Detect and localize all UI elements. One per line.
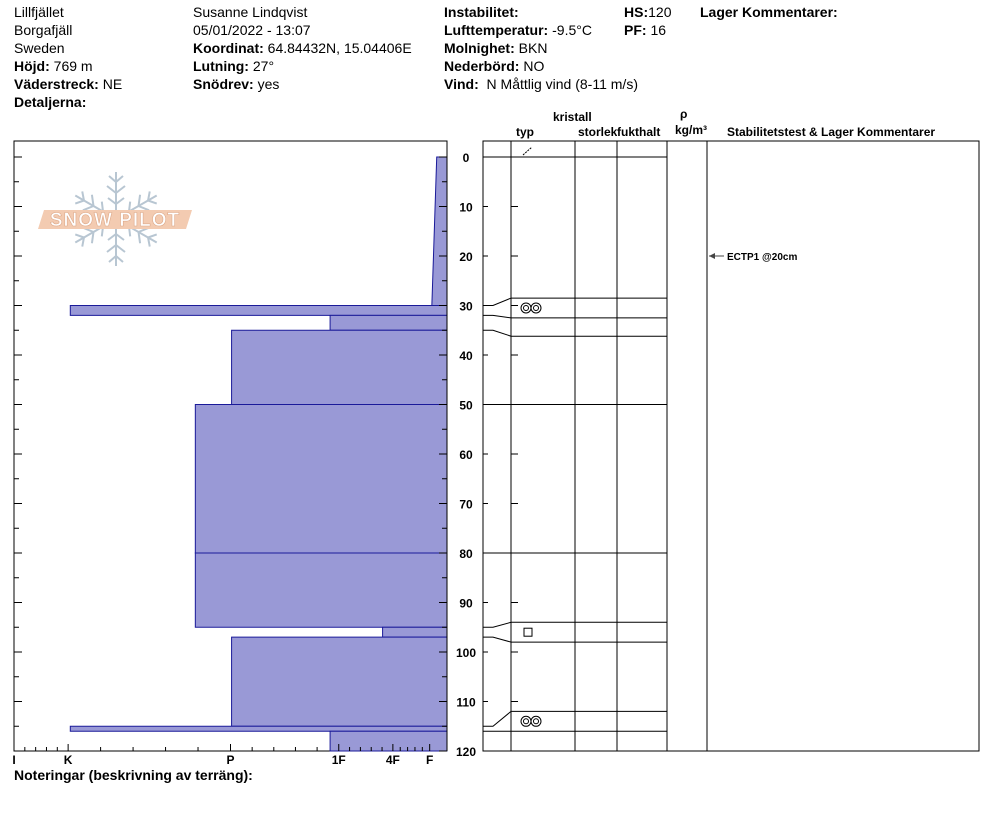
- ring-inner: [524, 305, 529, 310]
- coordinate-value: 64.84432N, 15.04406E: [267, 40, 412, 56]
- hardness-layer-8: [70, 726, 447, 731]
- ring-outer: [521, 303, 531, 313]
- stability-test-arrow-head: [709, 253, 715, 259]
- hardness-tick-label-4: 4F: [385, 753, 400, 767]
- depth-label-9: 90: [459, 596, 473, 611]
- ring-outer: [531, 716, 541, 726]
- logo-text: SNOW PILOT: [49, 210, 181, 231]
- ring-inner: [524, 719, 529, 724]
- type-header: typ: [516, 125, 534, 139]
- stability-test-label-0: ECTP1 @20cm: [727, 252, 798, 263]
- square-glyph: [524, 628, 532, 636]
- moisture-header: fukthalt: [617, 125, 661, 139]
- depth-label-0: 0: [462, 151, 470, 165]
- terrain-notes-label: Noteringar (beskrivning av terräng):: [14, 767, 253, 783]
- depth-label-12: 120: [455, 745, 477, 759]
- size-header: storlek: [578, 125, 617, 139]
- layer-comments-label: Lager Kommentarer:: [700, 4, 838, 20]
- crystal-symbol-square: [524, 628, 532, 636]
- hs-label: HS:: [624, 4, 649, 20]
- aspect-label: Väderstreck:: [14, 76, 99, 92]
- depth-label-4: 40: [459, 349, 473, 363]
- depth-axis-labels: [456, 151, 476, 759]
- hardness-layer-4: [195, 405, 447, 554]
- observer: Susanne Lindqvist: [193, 4, 308, 20]
- depth-label-3: 30: [459, 299, 473, 314]
- crystal-symbol-slash: [523, 147, 532, 155]
- coordinate-label: Koordinat:: [193, 40, 264, 56]
- country: Sweden: [14, 40, 65, 56]
- depth-label-8: 80: [459, 547, 473, 561]
- pf-label: PF:: [624, 22, 647, 38]
- depth-label-2: 20: [459, 250, 473, 264]
- hardness-layer-7: [232, 637, 447, 726]
- stability-header: Stabilitetstest & Lager Kommentarer: [727, 125, 936, 139]
- slope-label: Lutning:: [193, 58, 249, 74]
- density-unit-header: kg/m³: [675, 123, 708, 137]
- ring-outer: [531, 303, 541, 313]
- stability-tests: [709, 252, 797, 263]
- sky-value: BKN: [518, 40, 548, 56]
- wind-label: Vind:: [444, 76, 479, 92]
- hardness-layer-5: [195, 553, 447, 627]
- slope-value: 27°: [252, 58, 275, 74]
- mountain-range: Borgafjäll: [14, 22, 73, 38]
- wind-loading-label: Snödrev:: [193, 76, 254, 92]
- aspect-value: NE: [102, 76, 123, 92]
- hardness-bars: [70, 157, 447, 751]
- location-name: Lillfjället: [14, 4, 64, 20]
- hardness-layer-1: [70, 306, 447, 316]
- crystal-symbol-double-ring: [521, 716, 541, 726]
- wind-loading-value: yes: [257, 76, 280, 92]
- density-rho-header: ρ: [680, 107, 688, 121]
- slash-glyph: [523, 147, 532, 155]
- depth-label-5: 50: [459, 398, 473, 413]
- date-time: 05/01/2022 - 13:07: [193, 22, 311, 38]
- hs-value: 120: [648, 4, 672, 20]
- depth-label-6: 60: [459, 448, 473, 462]
- snowpilot-logo: [38, 172, 192, 266]
- hardness-layer-6: [383, 627, 447, 637]
- hardness-tick-label-0: I: [12, 753, 16, 767]
- ring-inner: [534, 719, 539, 724]
- hardness-tick-label-5: F: [426, 753, 434, 767]
- crystal-symbols: [521, 147, 541, 726]
- table-depth-ticks: [483, 157, 518, 751]
- elevation-value: 769 m: [53, 58, 93, 74]
- hardness-tick-label-1: K: [63, 753, 73, 767]
- ring-outer: [521, 716, 531, 726]
- layer-table-frame: [483, 141, 979, 751]
- crystal-header: kristall: [553, 110, 592, 124]
- hardness-tick-label-3: 1F: [331, 753, 346, 767]
- details-label: Detaljerna:: [14, 94, 87, 110]
- air-temp-value: -9.5°C: [552, 22, 592, 38]
- precip-value: NO: [523, 58, 545, 74]
- air-temp-label: Lufttemperatur:: [444, 22, 549, 38]
- hardness-tick-label-2: P: [226, 753, 235, 767]
- ring-inner: [534, 305, 539, 310]
- sky-label: Molnighet:: [444, 40, 515, 56]
- pf-value: 16: [650, 22, 667, 38]
- crystal-symbol-double-ring: [521, 303, 541, 313]
- depth-label-10: 100: [455, 646, 477, 660]
- depth-label-1: 10: [459, 200, 473, 215]
- instability-label: Instabilitet:: [444, 4, 519, 20]
- precip-label: Nederbörd:: [444, 58, 520, 74]
- hardness-layer-3: [232, 330, 447, 404]
- hardness-layer-2: [330, 315, 447, 330]
- wind-value: N Måttlig vind (8-11 m/s): [486, 76, 638, 92]
- elevation-label: Höjd:: [14, 58, 50, 74]
- depth-label-11: 110: [456, 695, 476, 710]
- depth-label-7: 70: [459, 497, 473, 512]
